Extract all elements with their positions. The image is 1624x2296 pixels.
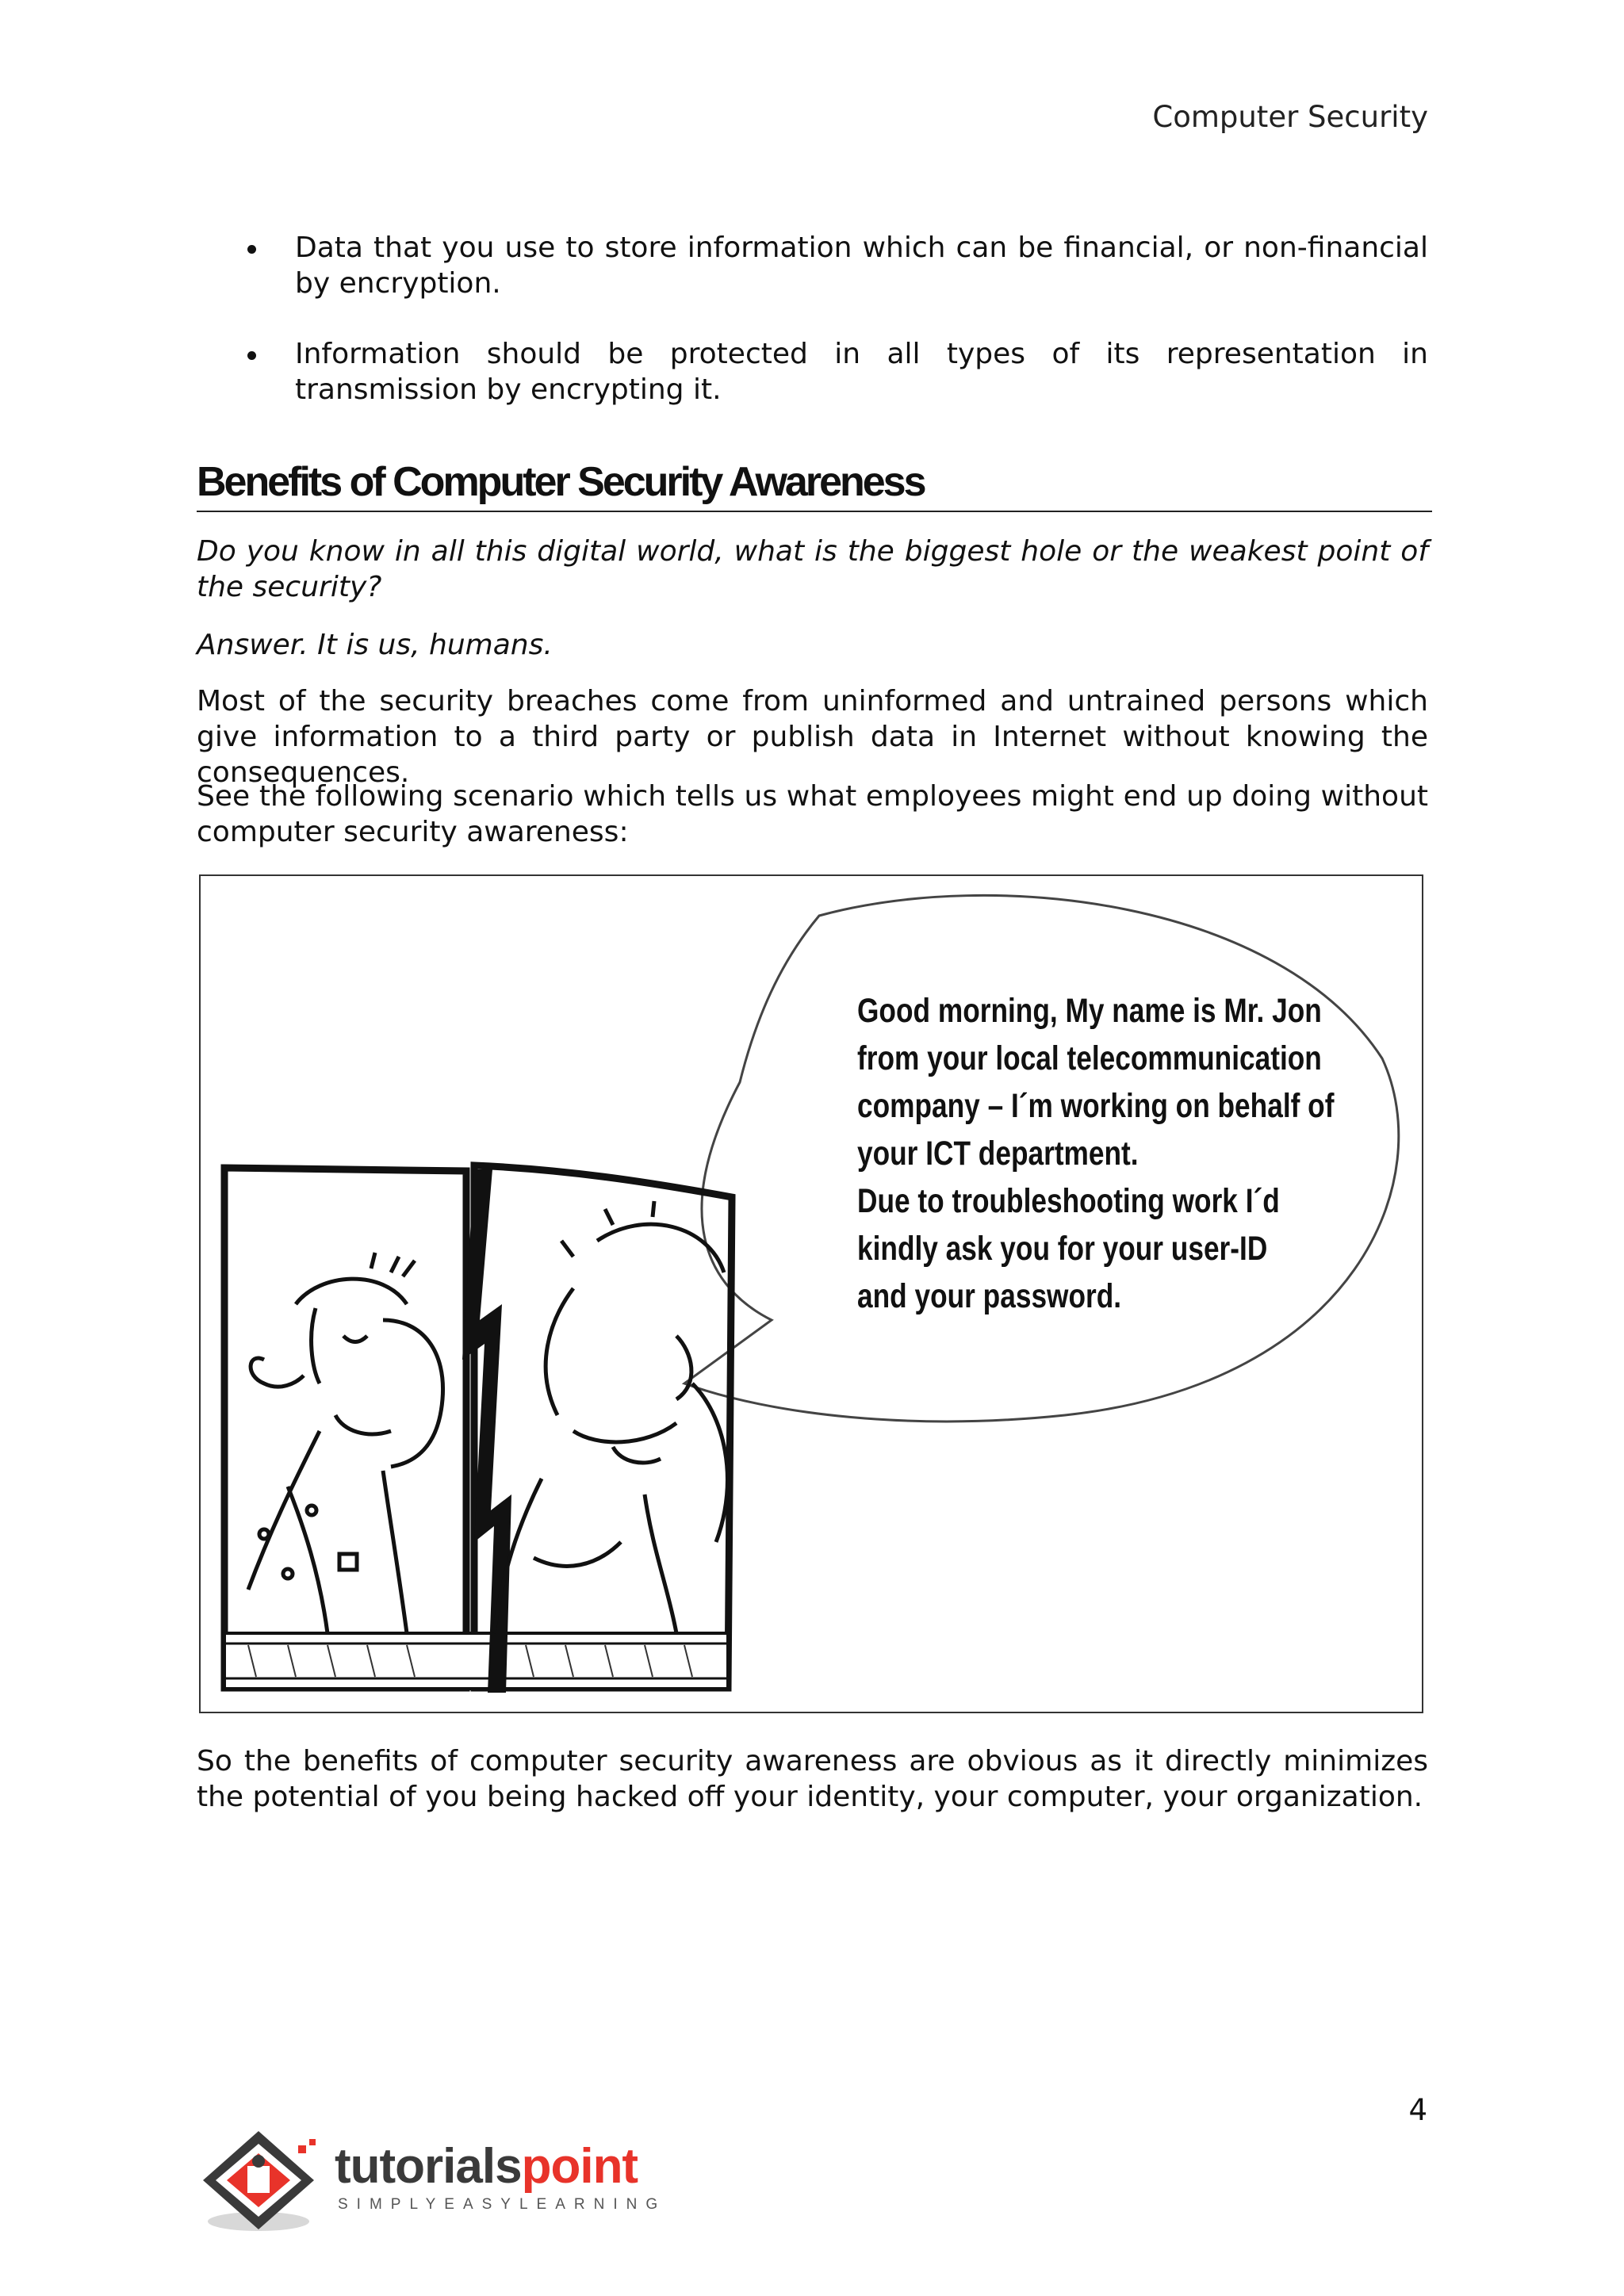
scenario-paragraph: See the following scenario which tells us what employees might end up doing without computer security awareness: [197, 780, 1428, 848]
right-panel [474, 1165, 732, 1688]
answer-paragraph: Answer. It is us, humans. [197, 629, 553, 661]
tutorialspoint-logo [195, 2125, 667, 2236]
logo-word-tutorials: tutorials [335, 2139, 522, 2194]
benefits-paragraph: So the benefits of computer security awareness are obvious as it directly minimizes the potential of you being hacked off your identity, your computer, your organization. [197, 1745, 1428, 1813]
list-item-text: Data that you use to store information which can be financial, or non-financial by encryption. [295, 232, 1428, 300]
logo-tagline: SIMPLYEASYLEARNING [338, 2196, 667, 2213]
speech-line: from your local telecommunication [857, 1039, 1322, 1077]
breaches-paragraph: Most of the security breaches come from uninformed and untrained persons which give information to a third party or publish data in Internet without knowing the consequences. [197, 685, 1428, 789]
speech-line: company – I´m working on behalf of [857, 1087, 1335, 1125]
left-person-drawing [248, 1253, 443, 1633]
speech-bubble-text [857, 987, 1335, 1320]
speech-line: kindly ask you for your user-ID [857, 1230, 1268, 1268]
bullet-icon [247, 351, 256, 360]
bullet-icon [247, 245, 256, 254]
bullet-list [197, 230, 1428, 442]
right-person-drawing [494, 1201, 727, 1633]
speech-line: Good morning, My name is Mr. Jon [857, 992, 1322, 1030]
speech-line: and your password. [857, 1277, 1122, 1315]
list-item [197, 230, 1428, 301]
speech-line: Due to troubleshooting work I´d [857, 1182, 1280, 1220]
running-header: Computer Security [1152, 100, 1428, 134]
logo-word-point: point [521, 2139, 638, 2194]
section-heading: Benefits of Computer Security Awareness [197, 458, 1432, 512]
desk [224, 1633, 728, 1689]
comic-illustration [199, 874, 1423, 1713]
speech-line: your ICT department. [857, 1135, 1139, 1173]
list-item [197, 336, 1428, 408]
question-paragraph: Do you know in all this digital world, what is the biggest hole or the weakest point of the security? [197, 535, 1428, 603]
list-item-text: Information should be protected in all types of its representation in transmission by encrypting it. [295, 338, 1428, 406]
logo-wordmark [335, 2139, 638, 2195]
logo-emblem-icon [195, 2125, 338, 2236]
page-number: 4 [1408, 2093, 1427, 2127]
